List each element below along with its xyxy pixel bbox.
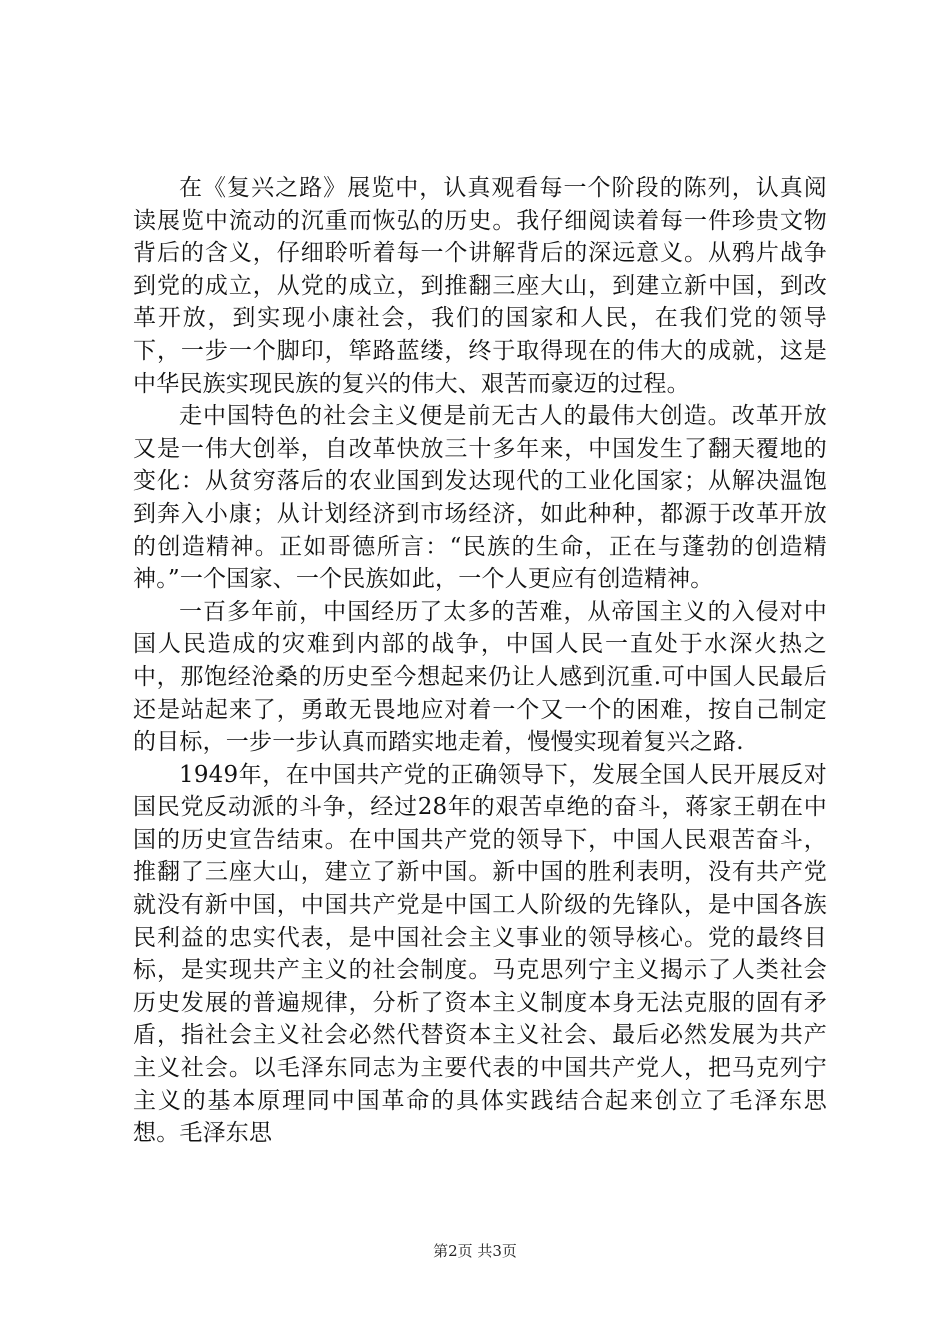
paragraph-1: 在《复兴之路》展览中，认真观看每一个阶段的陈列，认真阅读展览中流动的沉重而恢弘的历史。我仔细阅读着每一件珍贵文物背后的含义，仔细聆听着每一个讲解背后的深远意义。从鸦片战争到党的成立，从党的成立，到推翻三座大山，到建立新中国，到改革开放，到实现小康社会，我们的国家和人民，在我们党的领导下，一步一个脚印，筚路蓝缕，终于取得现在的伟大的成就，这是中华民族实现民族的复兴的伟大、艰苦而豪迈的过程。 (133, 175, 827, 397)
paragraph-4: 1949年，在中国共产党的正确领导下，发展全国人民开展反对国民党反动派的斗争，经过28年的艰苦卓绝的奋斗，蒋家王朝在中国的历史宣告结束。在中国共产党的领导下，中国人民艰苦奋斗，推翻了三座大山，建立了新中国。新中国的胜利表明，没有共产党就没有新中国，中国共产党是中国工人阶级的先锋队，是中国各族民利益的忠实代表，是中国社会主义事业的领导核心。党的最终目标，是实现共产主义的社会制度。马克思列宁主义揭示了人类社会历史发展的普遍规律，分析了资本主义制度本身无法克服的固有矛盾，指社会主义社会必然代替资本主义社会、最后必然发展为共产主义社会。以毛泽东同志为主要代表的中国共产党人，把马克列宁主义的基本原理同中国革命的具体实践结合起来创立了毛泽东思想。毛泽东思 (133, 761, 827, 1147)
paragraph-3: 一百多年前，中国经历了太多的苦难，从帝国主义的入侵对中国人民造成的灾难到内部的战争，中国人民一直处于水深火热之中，那饱经沧桑的历史至今想起来仍让人感到沉重.可中国人民最后还是站起来了，勇敢无畏地应对着一个又一个的困难，按自己制定的目标，一步一步认真而踏实地走着，慢慢实现着复兴之路. (133, 598, 827, 756)
paragraph-2: 走中国特色的社会主义便是前无古人的最伟大创造。改革开放又是一伟大创举，自改革快放三十多年来，中国发生了翻天覆地的变化：从贫穷落后的农业国到发达现代的工业化国家；从解决温饱到奔入小康；从计划经济到市场经济，如此种种，都源于改革开放的创造精神。正如哥德所言：“民族的生命，正在与蓬勃的创造精神。”一个国家、一个民族如此，一个人更应有创造精神。 (133, 403, 827, 593)
document-body (133, 172, 827, 1150)
page-footer: 第2页 共3页 (433, 1242, 517, 1260)
